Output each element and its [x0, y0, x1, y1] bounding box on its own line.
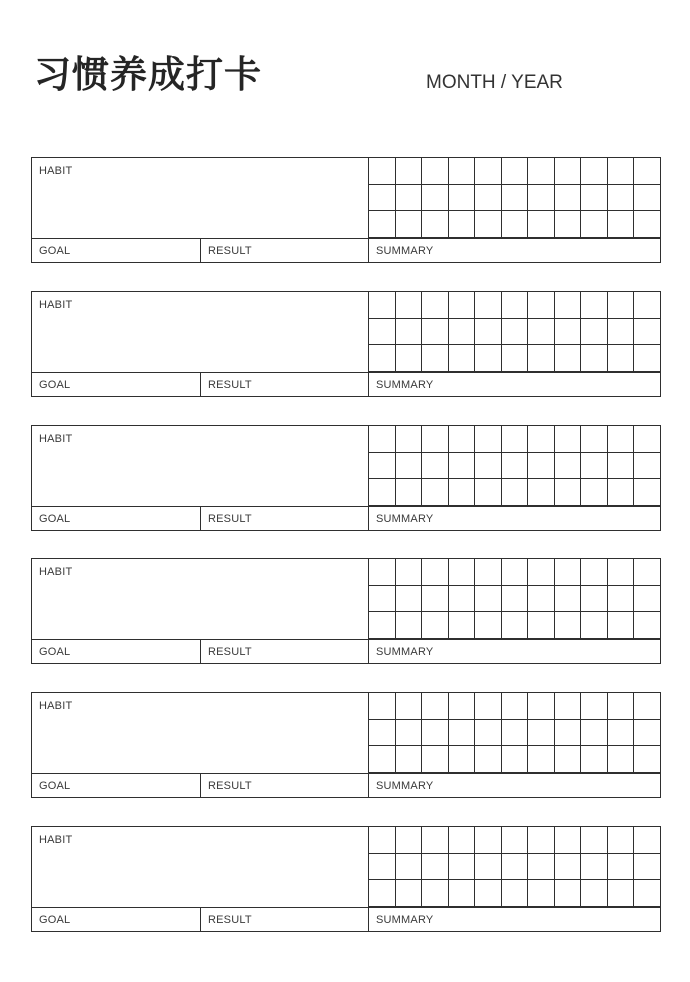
checkin-box[interactable] — [475, 586, 502, 613]
checkin-box[interactable] — [369, 158, 396, 185]
checkin-box[interactable] — [608, 319, 635, 346]
checkin-box[interactable] — [608, 453, 635, 480]
checkin-box[interactable] — [502, 185, 529, 212]
checkin-box[interactable] — [608, 720, 635, 747]
checkin-box[interactable] — [475, 319, 502, 346]
checkin-box[interactable] — [422, 319, 449, 346]
checkin-box[interactable] — [555, 880, 582, 907]
checkin-box[interactable] — [634, 559, 661, 586]
goal-label: GOAL — [39, 780, 71, 792]
summary-label: SUMMARY — [376, 379, 434, 391]
summary-label: SUMMARY — [376, 245, 434, 257]
checkin-box[interactable] — [369, 211, 396, 238]
checkin-box[interactable] — [396, 211, 423, 238]
checkin-box[interactable] — [422, 827, 449, 854]
goal-label: GOAL — [39, 245, 71, 257]
checkin-box[interactable] — [502, 426, 529, 453]
tracker-footer — [32, 639, 660, 663]
checkin-box[interactable] — [369, 720, 396, 747]
checkin-grid — [369, 693, 661, 773]
tracker-footer — [32, 372, 660, 396]
checkin-box[interactable] — [449, 426, 476, 453]
checkin-box[interactable] — [634, 720, 661, 747]
habit-label: HABIT — [39, 566, 73, 578]
result-field[interactable] — [201, 774, 369, 797]
checkin-box[interactable] — [396, 292, 423, 319]
checkin-box[interactable] — [555, 559, 582, 586]
checkin-grid — [369, 559, 661, 639]
result-label: RESULT — [208, 513, 252, 525]
habit-label: HABIT — [39, 299, 73, 311]
checkin-box[interactable] — [369, 319, 396, 346]
habit-tracker-block — [31, 425, 661, 531]
checkin-box[interactable] — [608, 827, 635, 854]
checkin-box[interactable] — [422, 426, 449, 453]
checkin-box[interactable] — [634, 693, 661, 720]
goal-field[interactable] — [32, 908, 201, 931]
habit-field[interactable] — [32, 158, 369, 238]
checkin-box[interactable] — [581, 319, 608, 346]
checkin-box[interactable] — [634, 319, 661, 346]
checkin-box[interactable] — [449, 345, 476, 372]
checkin-box[interactable] — [555, 612, 582, 639]
checkin-box[interactable] — [475, 211, 502, 238]
checkin-box[interactable] — [502, 880, 529, 907]
checkin-box[interactable] — [396, 720, 423, 747]
habit-tracker-block — [31, 692, 661, 798]
checkin-box[interactable] — [581, 827, 608, 854]
checkin-box[interactable] — [528, 693, 555, 720]
checkin-box[interactable] — [528, 453, 555, 480]
checkin-box[interactable] — [422, 292, 449, 319]
checkin-box[interactable] — [528, 345, 555, 372]
checkin-box[interactable] — [475, 720, 502, 747]
checkin-box[interactable] — [396, 453, 423, 480]
checkin-box[interactable] — [449, 880, 476, 907]
result-label: RESULT — [208, 245, 252, 257]
page-title: 习惯养成打卡 — [34, 53, 262, 96]
result-field[interactable] — [201, 373, 369, 396]
checkin-box[interactable] — [396, 586, 423, 613]
checkin-box[interactable] — [449, 453, 476, 480]
checkin-box[interactable] — [555, 827, 582, 854]
checkin-box[interactable] — [581, 292, 608, 319]
checkin-box[interactable] — [555, 292, 582, 319]
checkin-box[interactable] — [475, 426, 502, 453]
checkin-box[interactable] — [581, 880, 608, 907]
checkin-box[interactable] — [528, 880, 555, 907]
checkin-box[interactable] — [555, 586, 582, 613]
checkin-box[interactable] — [528, 292, 555, 319]
checkin-box[interactable] — [369, 586, 396, 613]
checkin-box[interactable] — [528, 211, 555, 238]
checkin-box[interactable] — [396, 746, 423, 773]
checkin-box[interactable] — [475, 292, 502, 319]
checkin-box[interactable] — [475, 453, 502, 480]
checkin-box[interactable] — [634, 211, 661, 238]
checkin-box[interactable] — [555, 345, 582, 372]
checkin-box[interactable] — [475, 158, 502, 185]
checkin-box[interactable] — [555, 693, 582, 720]
tracker-footer — [32, 238, 660, 262]
checkin-box[interactable] — [475, 854, 502, 881]
summary-field[interactable] — [369, 507, 660, 530]
summary-label: SUMMARY — [376, 646, 434, 658]
checkin-box[interactable] — [528, 746, 555, 773]
checkin-box[interactable] — [475, 612, 502, 639]
checkin-box[interactable] — [449, 559, 476, 586]
checkin-box[interactable] — [369, 746, 396, 773]
checkin-grid — [369, 426, 661, 506]
checkin-box[interactable] — [502, 693, 529, 720]
checkin-box[interactable] — [422, 854, 449, 881]
checkin-box[interactable] — [422, 586, 449, 613]
checkin-box[interactable] — [634, 746, 661, 773]
checkin-box[interactable] — [581, 158, 608, 185]
checkin-box[interactable] — [396, 158, 423, 185]
checkin-box[interactable] — [528, 854, 555, 881]
habit-field[interactable] — [32, 426, 369, 506]
checkin-box[interactable] — [369, 345, 396, 372]
checkin-box[interactable] — [449, 319, 476, 346]
checkin-box[interactable] — [581, 211, 608, 238]
result-label: RESULT — [208, 646, 252, 658]
checkin-box[interactable] — [422, 693, 449, 720]
checkin-box[interactable] — [502, 612, 529, 639]
checkin-box[interactable] — [555, 479, 582, 506]
checkin-box[interactable] — [475, 185, 502, 212]
checkin-box[interactable] — [475, 693, 502, 720]
checkin-box[interactable] — [608, 158, 635, 185]
goal-label: GOAL — [39, 379, 71, 391]
checkin-box[interactable] — [449, 158, 476, 185]
checkin-box[interactable] — [608, 854, 635, 881]
result-field[interactable] — [201, 640, 369, 663]
checkin-box[interactable] — [422, 479, 449, 506]
checkin-box[interactable] — [449, 827, 476, 854]
checkin-box[interactable] — [449, 854, 476, 881]
checkin-box[interactable] — [528, 612, 555, 639]
checkin-box[interactable] — [634, 185, 661, 212]
summary-label: SUMMARY — [376, 513, 434, 525]
checkin-box[interactable] — [502, 292, 529, 319]
checkin-box[interactable] — [369, 292, 396, 319]
habit-tracker-block — [31, 291, 661, 397]
checkin-box[interactable] — [528, 185, 555, 212]
checkin-box[interactable] — [555, 453, 582, 480]
checkin-box[interactable] — [396, 880, 423, 907]
checkin-box[interactable] — [634, 426, 661, 453]
checkin-box[interactable] — [396, 479, 423, 506]
checkin-box[interactable] — [502, 720, 529, 747]
checkin-box[interactable] — [422, 612, 449, 639]
checkin-box[interactable] — [396, 854, 423, 881]
habit-label: HABIT — [39, 165, 73, 177]
checkin-box[interactable] — [528, 479, 555, 506]
habit-tracker-block — [31, 558, 661, 664]
checkin-grid — [369, 827, 661, 907]
checkin-box[interactable] — [555, 746, 582, 773]
checkin-box[interactable] — [528, 720, 555, 747]
checkin-box[interactable] — [449, 185, 476, 212]
checkin-box[interactable] — [502, 559, 529, 586]
checkin-box[interactable] — [502, 319, 529, 346]
checkin-box[interactable] — [502, 586, 529, 613]
checkin-box[interactable] — [555, 158, 582, 185]
checkin-box[interactable] — [608, 880, 635, 907]
checkin-grid — [369, 292, 661, 372]
checkin-box[interactable] — [502, 746, 529, 773]
checkin-box[interactable] — [396, 827, 423, 854]
habit-label: HABIT — [39, 433, 73, 445]
checkin-box[interactable] — [608, 693, 635, 720]
checkin-box[interactable] — [449, 693, 476, 720]
checkin-box[interactable] — [581, 746, 608, 773]
checkin-box[interactable] — [634, 586, 661, 613]
checkin-box[interactable] — [634, 854, 661, 881]
checkin-box[interactable] — [369, 185, 396, 212]
checkin-box[interactable] — [528, 426, 555, 453]
checkin-box[interactable] — [396, 612, 423, 639]
checkin-box[interactable] — [581, 559, 608, 586]
checkin-box[interactable] — [369, 559, 396, 586]
habit-tracker-block — [31, 157, 661, 263]
checkin-box[interactable] — [581, 693, 608, 720]
checkin-box[interactable] — [369, 693, 396, 720]
checkin-box[interactable] — [555, 211, 582, 238]
checkin-box[interactable] — [449, 211, 476, 238]
tracker-footer — [32, 907, 660, 931]
habit-label: HABIT — [39, 700, 73, 712]
checkin-box[interactable] — [528, 158, 555, 185]
checkin-box[interactable] — [475, 746, 502, 773]
summary-label: SUMMARY — [376, 914, 434, 926]
checkin-box[interactable] — [475, 479, 502, 506]
checkin-box[interactable] — [422, 211, 449, 238]
checkin-box[interactable] — [422, 185, 449, 212]
month-year-label: MONTH / YEAR — [426, 72, 563, 93]
checkin-box[interactable] — [422, 880, 449, 907]
checkin-box[interactable] — [369, 612, 396, 639]
summary-field[interactable] — [369, 908, 660, 931]
checkin-box[interactable] — [422, 720, 449, 747]
checkin-box[interactable] — [634, 880, 661, 907]
habit-field[interactable] — [32, 693, 369, 773]
checkin-box[interactable] — [608, 559, 635, 586]
checkin-box[interactable] — [396, 345, 423, 372]
checkin-box[interactable] — [634, 292, 661, 319]
checkin-box[interactable] — [581, 479, 608, 506]
checkin-box[interactable] — [422, 559, 449, 586]
checkin-box[interactable] — [555, 185, 582, 212]
goal-field[interactable] — [32, 774, 201, 797]
checkin-box[interactable] — [581, 185, 608, 212]
checkin-box[interactable] — [608, 292, 635, 319]
checkin-box[interactable] — [608, 185, 635, 212]
checkin-box[interactable] — [581, 453, 608, 480]
checkin-box[interactable] — [502, 827, 529, 854]
checkin-box[interactable] — [634, 612, 661, 639]
goal-field[interactable] — [32, 640, 201, 663]
checkin-box[interactable] — [502, 854, 529, 881]
checkin-box[interactable] — [581, 720, 608, 747]
goal-field[interactable] — [32, 239, 201, 262]
checkin-box[interactable] — [555, 426, 582, 453]
checkin-box[interactable] — [528, 586, 555, 613]
checkin-box[interactable] — [369, 479, 396, 506]
checkin-box[interactable] — [555, 854, 582, 881]
checkin-box[interactable] — [634, 158, 661, 185]
checkin-box[interactable] — [422, 453, 449, 480]
checkin-box[interactable] — [634, 479, 661, 506]
checkin-box[interactable] — [396, 426, 423, 453]
checkin-box[interactable] — [369, 453, 396, 480]
checkin-box[interactable] — [475, 880, 502, 907]
checkin-box[interactable] — [475, 559, 502, 586]
checkin-box[interactable] — [396, 559, 423, 586]
result-field[interactable] — [201, 507, 369, 530]
result-label: RESULT — [208, 914, 252, 926]
checkin-box[interactable] — [581, 345, 608, 372]
checkin-box[interactable] — [555, 720, 582, 747]
checkin-box[interactable] — [396, 185, 423, 212]
goal-field[interactable] — [32, 507, 201, 530]
checkin-box[interactable] — [396, 693, 423, 720]
goal-field[interactable] — [32, 373, 201, 396]
checkin-box[interactable] — [502, 158, 529, 185]
checkin-box[interactable] — [608, 746, 635, 773]
checkin-box[interactable] — [502, 211, 529, 238]
checkin-box[interactable] — [634, 453, 661, 480]
summary-field[interactable] — [369, 373, 660, 396]
result-label: RESULT — [208, 780, 252, 792]
checkin-box[interactable] — [608, 586, 635, 613]
checkin-box[interactable] — [369, 854, 396, 881]
habit-tracker-block — [31, 826, 661, 932]
result-field[interactable] — [201, 239, 369, 262]
checkin-box[interactable] — [502, 479, 529, 506]
checkin-box[interactable] — [369, 426, 396, 453]
checkin-box[interactable] — [422, 158, 449, 185]
summary-field[interactable] — [369, 239, 660, 262]
checkin-box[interactable] — [422, 746, 449, 773]
checkin-box[interactable] — [449, 479, 476, 506]
checkin-box[interactable] — [528, 559, 555, 586]
checkin-box[interactable] — [502, 453, 529, 480]
checkin-box[interactable] — [581, 586, 608, 613]
checkin-box[interactable] — [528, 319, 555, 346]
summary-field[interactable] — [369, 640, 660, 663]
checkin-box[interactable] — [502, 345, 529, 372]
checkin-box[interactable] — [581, 426, 608, 453]
checkin-box[interactable] — [608, 211, 635, 238]
checkin-box[interactable] — [608, 479, 635, 506]
checkin-box[interactable] — [396, 319, 423, 346]
checkin-box[interactable] — [608, 426, 635, 453]
checkin-grid — [369, 158, 661, 238]
checkin-box[interactable] — [634, 345, 661, 372]
checkin-box[interactable] — [449, 720, 476, 747]
checkin-box[interactable] — [369, 827, 396, 854]
checkin-box[interactable] — [449, 586, 476, 613]
result-field[interactable] — [201, 908, 369, 931]
habit-field[interactable] — [32, 292, 369, 372]
goal-label: GOAL — [39, 646, 71, 658]
checkin-box[interactable] — [581, 612, 608, 639]
checkin-box[interactable] — [555, 319, 582, 346]
tracker-footer — [32, 773, 660, 797]
summary-label: SUMMARY — [376, 780, 434, 792]
summary-field[interactable] — [369, 774, 660, 797]
goal-label: GOAL — [39, 513, 71, 525]
checkin-box[interactable] — [369, 880, 396, 907]
habit-field[interactable] — [32, 827, 369, 907]
checkin-box[interactable] — [608, 345, 635, 372]
tracker-footer — [32, 506, 660, 530]
checkin-box[interactable] — [475, 345, 502, 372]
checkin-box[interactable] — [449, 746, 476, 773]
result-label: RESULT — [208, 379, 252, 391]
habit-label: HABIT — [39, 834, 73, 846]
checkin-box[interactable] — [449, 292, 476, 319]
checkin-box[interactable] — [422, 345, 449, 372]
checkin-box[interactable] — [581, 854, 608, 881]
habit-field[interactable] — [32, 559, 369, 639]
checkin-box[interactable] — [608, 612, 635, 639]
checkin-box[interactable] — [475, 827, 502, 854]
goal-label: GOAL — [39, 914, 71, 926]
checkin-box[interactable] — [634, 827, 661, 854]
checkin-box[interactable] — [528, 827, 555, 854]
checkin-box[interactable] — [449, 612, 476, 639]
